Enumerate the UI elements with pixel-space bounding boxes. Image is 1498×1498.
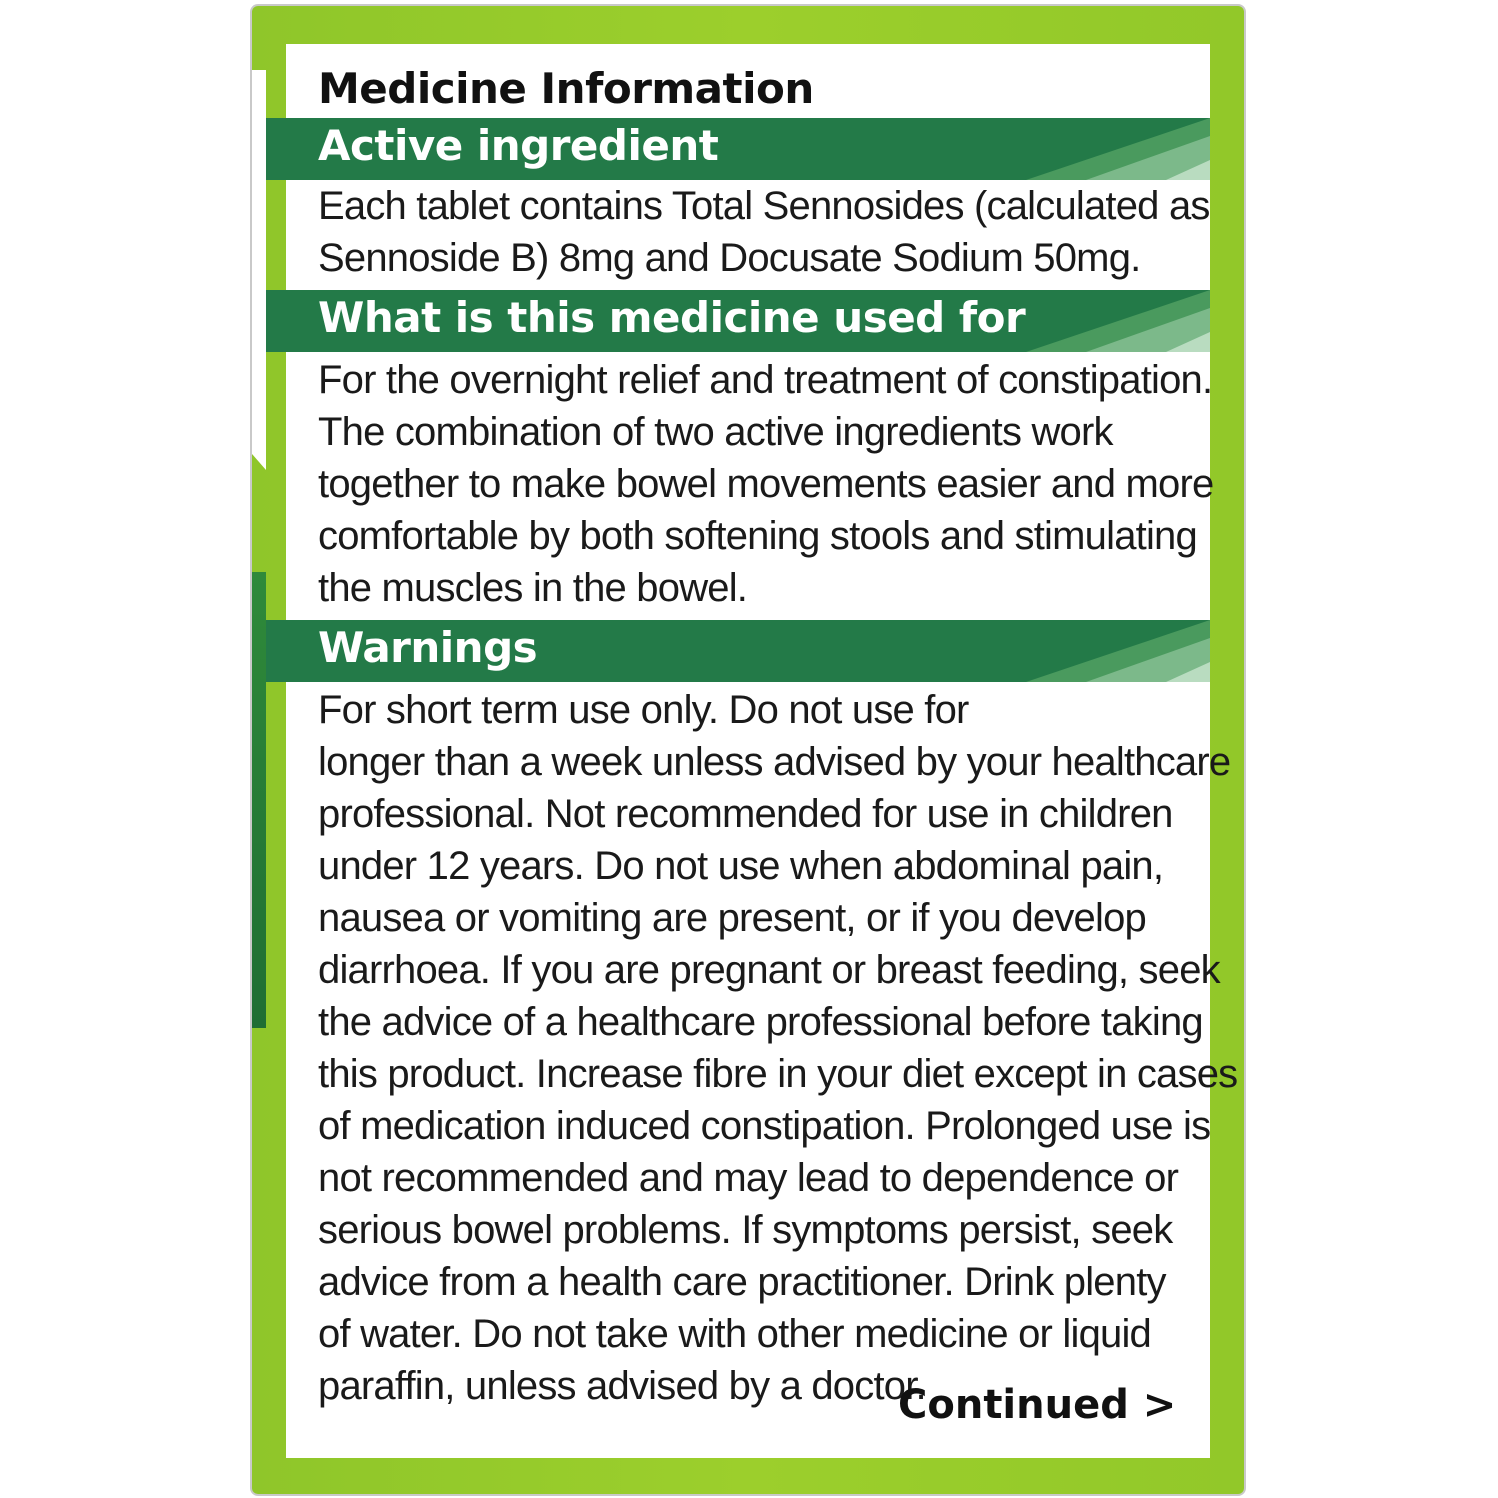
text-line: longer than a week unless advised by your healthcare <box>318 740 1231 784</box>
active-ingredient-text <box>318 180 1210 284</box>
text-line: professional. Not recommended for use in children <box>318 792 1173 836</box>
text-line: The combination of two active ingredients work <box>318 410 1113 454</box>
text-line: of medication induced constipation. Prolonged use is <box>318 1104 1211 1148</box>
text-line: Sennoside B) 8mg and Docusate Sodium 50mg. <box>318 236 1141 280</box>
text-line: the advice of a healthcare professional before taking <box>318 1000 1203 1044</box>
text-line: not recommended and may lead to dependence or <box>318 1156 1179 1200</box>
text-line: the muscles in the bowel. <box>318 566 748 610</box>
text-line: paraffin, unless advised by a doctor. <box>318 1364 926 1408</box>
text-line: under 12 years. Do not use when abdominal pain, <box>318 844 1164 888</box>
text-line: advice from a health care practitioner. Drink plenty <box>318 1260 1166 1304</box>
section-header-warnings <box>266 620 1210 682</box>
document-title: Medicine Information <box>318 64 814 113</box>
text-line: together to make bowel movements easier and more <box>318 462 1214 506</box>
text-line: Each tablet contains Total Sennosides (calculated as <box>318 184 1210 228</box>
text-line: of water. Do not take with other medicine or liquid <box>318 1312 1151 1356</box>
section-header-active-ingredient <box>266 118 1210 180</box>
package-side-stripe <box>252 572 266 1028</box>
text-line: nausea or vomiting are present, or if you develop <box>318 896 1146 940</box>
text-line: For short term use only. Do not use for <box>318 688 969 732</box>
warnings-text <box>318 684 1237 1412</box>
text-line: serious bowel problems. If symptoms persist, seek <box>318 1208 1173 1252</box>
text-line: For the overnight relief and treatment of constipation. <box>318 358 1213 402</box>
text-line: comfortable by both softening stools and stimulating <box>318 514 1197 558</box>
package-side-flap <box>252 70 266 470</box>
continued-label: Continued > <box>898 1382 1177 1428</box>
text-line: this product. Increase fibre in your diet except in cases <box>318 1052 1238 1096</box>
text-line: diarrhoea. If you are pregnant or breast feeding, seek <box>318 948 1220 992</box>
section-header-used-for <box>266 290 1210 352</box>
section-heading: What is this medicine used for <box>318 293 1026 342</box>
used-for-text <box>318 354 1213 614</box>
section-heading: Warnings <box>318 623 538 672</box>
section-heading: Active ingredient <box>318 121 719 170</box>
